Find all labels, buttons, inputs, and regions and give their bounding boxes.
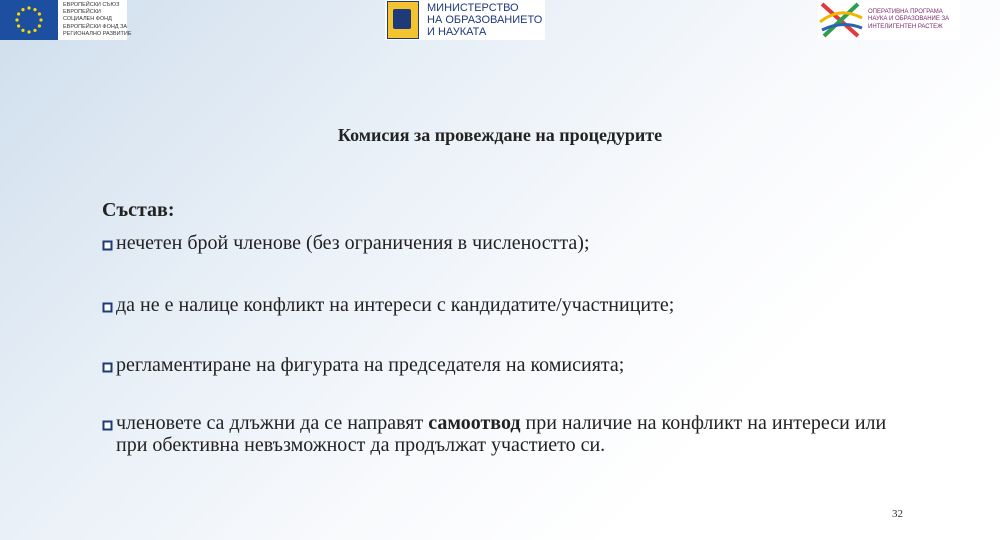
ministry-logo-text: МИНИСТЕРСТВО НА ОБРАЗОВАНИЕТО И НАУКАТА (427, 2, 543, 38)
checkbox-bullet-icon (102, 362, 113, 373)
page-number: 32 (892, 508, 903, 520)
checkbox-bullet-icon (102, 240, 113, 251)
bullet-text: да не е налице конфликт на интереси с кандидатите/участниците; (116, 294, 675, 316)
bullet-text: регламентиране на фигурата на председателя на комисията; (116, 354, 625, 376)
section-label: Състав: (102, 199, 175, 221)
bullet-item (102, 354, 902, 376)
eu-logo (0, 0, 132, 40)
ministry-logo (385, 0, 545, 40)
ministry-emblem-icon (387, 1, 419, 39)
bullet-item (102, 232, 902, 254)
bullet-item (102, 294, 902, 316)
checkbox-bullet-icon (102, 420, 113, 431)
eu-flag-icon (0, 0, 58, 40)
program-emblem-icon (818, 0, 864, 40)
program-logo-text: ОПЕРАТИВНА ПРОГРАМА НАУКА И ОБРАЗОВАНИЕ ЗА ИНТЕЛИГЕНТЕН РАСТЕЖ (868, 8, 950, 30)
eu-logo-text: ЕВРОПЕЙСКИ СЪЮЗ ЕВРОПЕЙСКИ СОЦИАЛЕН ФОНД ЕВРОПЕЙСКИ ФОНД ЗА РЕГИОНАЛНО РАЗВИТИЕ (63, 1, 132, 37)
bullet-list (102, 232, 902, 456)
checkbox-bullet-icon (102, 302, 113, 313)
slide-title: Комисия за провеждане на процедурите (337, 125, 663, 145)
bold-term: самоотвод (428, 412, 521, 434)
bullet-text: нечетен брой членове (без ограничения в числеността); (116, 232, 590, 254)
bullet-text: членовете са длъжни да се направят самоотвод при наличие на конфликт на интереси или при обективна невъзможност да продължат участието си. (116, 412, 887, 456)
program-logo (818, 0, 960, 40)
bullet-item (102, 412, 916, 456)
